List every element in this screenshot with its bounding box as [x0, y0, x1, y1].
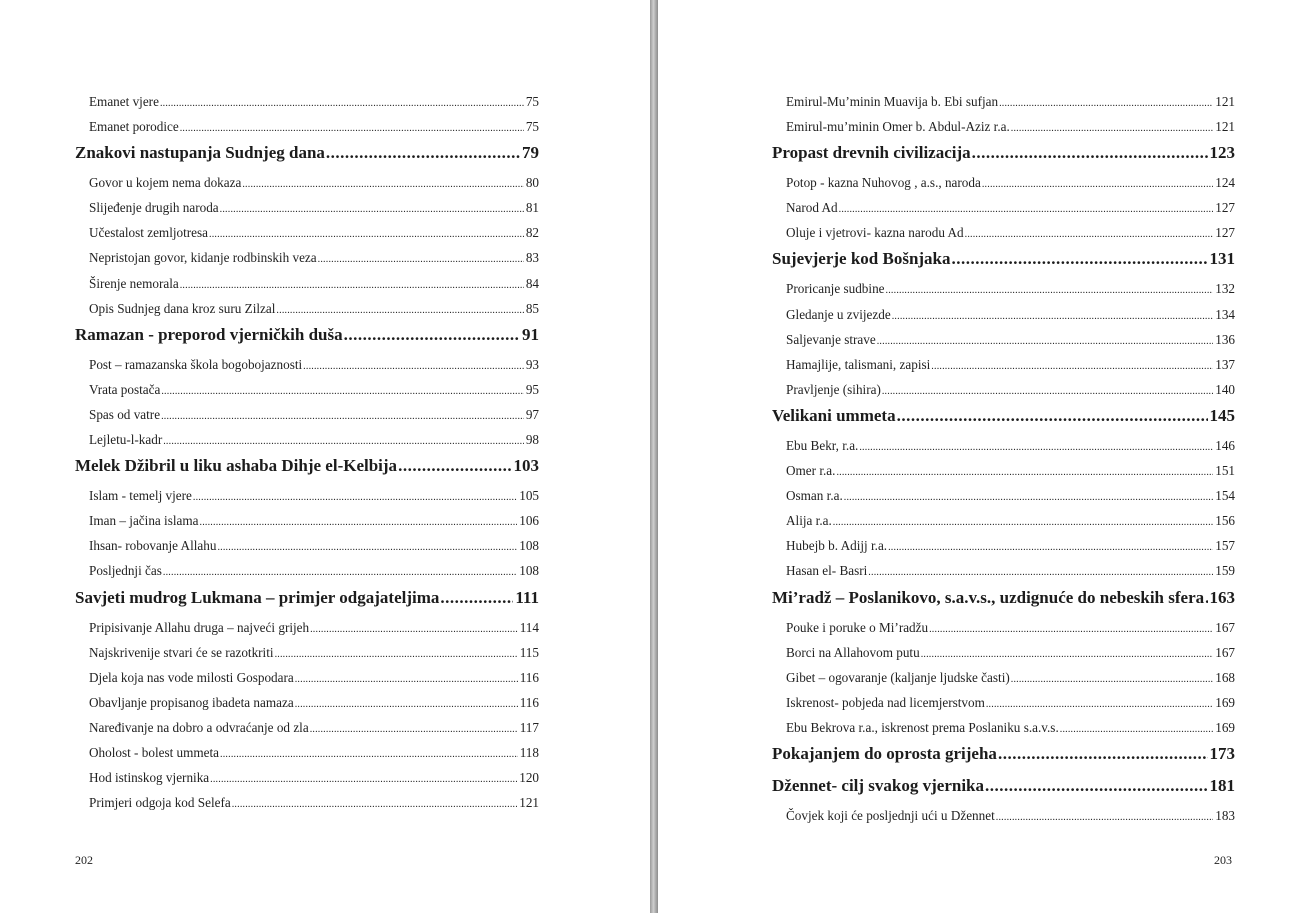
table-of-contents-left [75, 89, 539, 815]
toc-entry-title: Ihsan- robovanje Allahu [89, 538, 217, 554]
toc-entry-title: Širenje nemorala [89, 275, 179, 291]
dot-leader [295, 692, 518, 715]
dot-leader [160, 91, 524, 114]
toc-entry-title: Hubejb b. Adijj r.a. [786, 538, 888, 554]
dot-leader [326, 139, 520, 166]
toc-section-entry [75, 296, 539, 321]
toc-section-entry [772, 508, 1235, 533]
dot-leader [210, 767, 517, 790]
toc-section-entry [772, 715, 1235, 740]
toc-entry-title: Lejletu-l-kadr [89, 432, 163, 448]
dot-leader [163, 560, 517, 583]
toc-entry-title: Osman r.a. [786, 488, 843, 504]
toc-entry-page-number: 123 [1209, 143, 1235, 163]
toc-section-entry [75, 690, 539, 715]
toc-entry-title: Potop - kazna Nuhovog , a.s., naroda [786, 175, 981, 191]
toc-entry-page-number: 167 [1215, 619, 1235, 635]
toc-entry-title: Ebu Bekrova r.a., iskrenost prema Poslaniku s.a.v.s. [786, 719, 1059, 735]
dot-leader [892, 304, 1214, 327]
toc-entry-title: Gibet – ogovaranje (kaljanje ljudske časti) [786, 669, 1010, 685]
dot-leader [868, 560, 1213, 583]
toc-entry-title: Iskrenost- pobjeda nad licemjerstvom [786, 694, 985, 710]
toc-entry-page-number: 134 [1215, 306, 1235, 322]
dot-leader [965, 222, 1214, 245]
toc-entry-title: Pokajanjem do oprosta grijeha [772, 743, 997, 763]
page-number-left: 202 [75, 853, 93, 867]
toc-section-entry [772, 220, 1235, 245]
toc-entry-title: Sujevjerje kod Bošnjaka [772, 249, 951, 269]
toc-section-entry [75, 195, 539, 220]
dot-leader [1011, 667, 1213, 690]
toc-entry-title: Omer r.a. [786, 463, 836, 479]
toc-section-entry [772, 615, 1235, 640]
toc-entry-title: Emanet vjere [89, 94, 159, 109]
toc-chapter-entry [75, 139, 539, 170]
toc-entry-page-number: 136 [1215, 331, 1235, 347]
toc-entry-page-number: 137 [1215, 356, 1235, 372]
toc-entry-page-number: 98 [525, 432, 539, 448]
toc-entry-title: Obavljanje propisanog ibadeta namaza [89, 694, 294, 710]
toc-entry-page-number: 93 [525, 356, 539, 372]
toc-entry-page-number: 159 [1215, 563, 1235, 579]
dot-leader [882, 379, 1213, 402]
toc-entry-page-number: 83 [525, 250, 539, 266]
dot-leader [929, 617, 1213, 640]
toc-entry-page-number: 79 [522, 143, 539, 163]
toc-entry-page-number: 91 [522, 324, 539, 344]
toc-entry-page-number: 105 [519, 488, 539, 504]
toc-entry-title: Iman – jačina islama [89, 513, 199, 529]
toc-entry-page-number: 111 [515, 587, 539, 607]
toc-entry-page-number: 121 [1215, 119, 1235, 135]
toc-chapter-entry [75, 584, 539, 615]
toc-section-entry [75, 740, 539, 765]
dot-leader [310, 617, 518, 640]
dot-leader [972, 139, 1208, 166]
toc-entry-page-number: 121 [519, 795, 539, 811]
toc-entry-page-number: 106 [519, 513, 539, 529]
toc-entry-page-number: 75 [525, 119, 539, 135]
toc-entry-title: Naređivanje na dobro a odvraćanje od zla [89, 719, 309, 735]
dot-leader [877, 329, 1214, 352]
dot-leader [163, 429, 524, 452]
toc-section-entry [75, 765, 539, 790]
dot-leader [232, 792, 517, 815]
table-of-contents-right [772, 89, 1235, 828]
toc-entry-page-number: 81 [525, 200, 539, 216]
toc-entry-page-number: 95 [525, 381, 539, 397]
dot-leader [836, 460, 1213, 483]
toc-entry-title: Gledanje u zvijezde [786, 306, 891, 322]
toc-entry-title: Narod Ad [786, 200, 838, 216]
dot-leader [844, 485, 1213, 508]
toc-entry-title: Djela koja nas vode milosti Gospodara [89, 669, 294, 685]
toc-entry-page-number: 157 [1215, 538, 1235, 554]
toc-entry-page-number: 146 [1215, 437, 1235, 453]
toc-entry-title: Propast drevnih civilizacija [772, 143, 971, 163]
toc-entry-title: Emanet porodice [89, 119, 179, 135]
toc-section-entry [75, 352, 539, 377]
toc-entry-page-number: 169 [1215, 719, 1235, 735]
toc-entry-title: Čovjek koji će posljednji ući u Džennet [786, 807, 995, 823]
dot-leader [398, 452, 511, 479]
toc-section-entry [75, 615, 539, 640]
toc-section-entry [75, 508, 539, 533]
toc-section-entry [75, 402, 539, 427]
dot-leader [986, 692, 1213, 715]
toc-entry-title: Ebu Bekr, r.a. [786, 437, 859, 453]
toc-entry-page-number: 118 [519, 744, 539, 760]
toc-section-entry [75, 89, 539, 114]
toc-section-entry [75, 220, 539, 245]
toc-entry-title: Oluje i vjetrovi- kazna narodu Ad [786, 225, 964, 241]
dot-leader [161, 379, 523, 402]
toc-entry-page-number: 120 [519, 770, 539, 786]
toc-entry-page-number: 145 [1209, 405, 1235, 425]
toc-section-entry [772, 195, 1235, 220]
toc-section-entry [772, 458, 1235, 483]
toc-entry-title: Mi’radž – Poslanikovo, s.a.v.s., uzdignuće do nebeskih sfera [772, 587, 1205, 607]
toc-entry-title: Hamajlije, talismani, zapisi [786, 356, 931, 372]
toc-chapter-entry [772, 772, 1235, 803]
toc-section-entry [75, 533, 539, 558]
dot-leader [897, 402, 1208, 429]
toc-section-entry [75, 665, 539, 690]
toc-entry-page-number: 84 [525, 275, 539, 291]
toc-entry-page-number: 124 [1215, 175, 1235, 191]
dot-leader [985, 772, 1207, 799]
toc-entry-title: Saljevanje strave [786, 331, 876, 347]
toc-entry-title: Učestalost zemljotresa [89, 225, 209, 241]
dot-leader [1205, 584, 1207, 611]
right-page [658, 0, 1310, 913]
toc-entry-title: Znakovi nastupanja Sudnjeg dana [75, 143, 325, 163]
toc-entry-page-number: 151 [1215, 463, 1235, 479]
toc-entry-page-number: 121 [1215, 94, 1235, 109]
toc-section-entry [75, 640, 539, 665]
toc-entry-page-number: 154 [1215, 488, 1235, 504]
toc-entry-title: Savjeti mudrog Lukmana – primjer odgajateljima [75, 587, 440, 607]
dot-leader [276, 298, 523, 321]
book-gutter [650, 0, 658, 913]
dot-leader [344, 321, 520, 348]
toc-section-entry [772, 558, 1235, 583]
toc-entry-page-number: 156 [1215, 513, 1235, 529]
toc-entry-page-number: 80 [525, 175, 539, 191]
toc-section-entry [772, 665, 1235, 690]
dot-leader [833, 510, 1213, 533]
toc-section-entry [75, 114, 539, 139]
toc-entry-page-number: 85 [525, 300, 539, 316]
toc-section-entry [75, 715, 539, 740]
toc-section-entry [772, 302, 1235, 327]
toc-entry-title: Ramazan - preporod vjerničkih duša [75, 324, 343, 344]
toc-entry-title: Pravljenje (sihira) [786, 381, 881, 397]
toc-entry-page-number: 75 [525, 94, 539, 109]
toc-entry-title: Opis Sudnjeg dana kroz suru Zilzal [89, 300, 276, 316]
dot-leader [1060, 717, 1213, 740]
toc-entry-title: Hod istinskog vjernika [89, 770, 210, 786]
toc-entry-title: Najskrivenije stvari će se razotkriti [89, 644, 274, 660]
dot-leader [180, 273, 524, 296]
toc-entry-title: Islam - temelj vjere [89, 488, 192, 504]
toc-entry-page-number: 181 [1209, 775, 1235, 795]
left-page [0, 0, 650, 913]
toc-entry-page-number: 127 [1215, 225, 1235, 241]
dot-leader [1011, 116, 1213, 139]
toc-entry-title: Post – ramazanska škola bogobojaznosti [89, 356, 303, 372]
dot-leader [180, 116, 524, 139]
toc-chapter-entry [772, 584, 1235, 615]
toc-section-entry [75, 245, 539, 270]
toc-entry-page-number: 97 [525, 406, 539, 422]
dot-leader [200, 510, 518, 533]
toc-entry-page-number: 173 [1209, 743, 1235, 763]
toc-section-entry [772, 327, 1235, 352]
toc-entry-title: Emirul-mu’minin Omer b. Abdul-Aziz r.a. [786, 119, 1010, 135]
toc-entry-title: Primjeri odgoja kod Selefa [89, 795, 231, 811]
toc-entry-page-number: 169 [1215, 694, 1235, 710]
toc-section-entry [772, 170, 1235, 195]
toc-entry-page-number: 168 [1215, 669, 1235, 685]
toc-entry-page-number: 163 [1209, 587, 1235, 607]
dot-leader [998, 740, 1208, 767]
dot-leader [303, 354, 524, 377]
toc-section-entry [75, 790, 539, 815]
toc-chapter-entry [772, 139, 1235, 170]
toc-entry-title: Džennet- cilj svakog vjernika [772, 775, 985, 795]
toc-section-entry [772, 433, 1235, 458]
toc-entry-page-number: 117 [519, 719, 539, 735]
toc-section-entry [75, 271, 539, 296]
toc-section-entry [772, 352, 1235, 377]
toc-entry-title: Pouke i poruke o Mi’radžu [786, 619, 929, 635]
dot-leader [220, 742, 518, 765]
toc-entry-page-number: 140 [1215, 381, 1235, 397]
toc-section-entry [75, 170, 539, 195]
toc-entry-title: Melek Džibril u liku ashaba Dihje el-Kelbija [75, 456, 398, 476]
toc-chapter-entry [772, 245, 1235, 276]
dot-leader [220, 197, 524, 220]
toc-chapter-entry [75, 452, 539, 483]
dot-leader [242, 172, 523, 195]
toc-chapter-entry [75, 321, 539, 352]
toc-entry-page-number: 183 [1215, 807, 1235, 823]
toc-section-entry [772, 533, 1235, 558]
dot-leader [982, 172, 1213, 195]
toc-entry-title: Posljednji čas [89, 563, 162, 579]
toc-entry-title: Govor u kojem nema dokaza [89, 175, 242, 191]
toc-entry-page-number: 116 [519, 694, 539, 710]
dot-leader [952, 245, 1208, 272]
dot-leader [161, 404, 524, 427]
toc-section-entry [772, 640, 1235, 665]
toc-section-entry [75, 558, 539, 583]
toc-entry-page-number: 114 [519, 619, 539, 635]
toc-section-entry [75, 377, 539, 402]
toc-entry-title: Hasan el- Basri [786, 563, 868, 579]
toc-entry-title: Borci na Allahovom putu [786, 644, 920, 660]
toc-entry-page-number: 108 [519, 538, 539, 554]
toc-section-entry [772, 89, 1235, 114]
toc-section-entry [772, 377, 1235, 402]
toc-entry-page-number: 127 [1215, 200, 1235, 216]
dot-leader [996, 805, 1213, 828]
dot-leader [999, 91, 1213, 114]
toc-entry-page-number: 103 [513, 456, 539, 476]
toc-section-entry [772, 483, 1235, 508]
toc-entry-title: Pripisivanje Allahu druga – najveći grijeh [89, 619, 310, 635]
dot-leader [440, 584, 513, 611]
toc-chapter-entry [772, 402, 1235, 433]
toc-entry-page-number: 131 [1209, 249, 1235, 269]
dot-leader [310, 717, 518, 740]
toc-entry-page-number: 82 [525, 225, 539, 241]
toc-section-entry [772, 690, 1235, 715]
toc-chapter-entry [772, 740, 1235, 772]
dot-leader [209, 222, 524, 245]
toc-entry-page-number: 167 [1215, 644, 1235, 660]
dot-leader [275, 642, 518, 665]
toc-entry-title: Velikani ummeta [772, 405, 896, 425]
dot-leader [888, 535, 1213, 558]
toc-section-entry [75, 483, 539, 508]
toc-entry-page-number: 115 [519, 644, 539, 660]
dot-leader [931, 354, 1213, 377]
toc-entry-title: Spas od vatre [89, 406, 161, 422]
toc-entry-page-number: 116 [519, 669, 539, 685]
toc-entry-title: Emirul-Mu’minin Muavija b. Ebi sufjan [786, 94, 999, 109]
toc-entry-title: Vrata postača [89, 381, 161, 397]
toc-section-entry [772, 803, 1235, 828]
dot-leader [886, 278, 1214, 301]
dot-leader [921, 642, 1214, 665]
toc-entry-title: Nepristojan govor, kidanje rodbinskih veza [89, 250, 317, 266]
dot-leader [193, 485, 517, 508]
toc-entry-title: Slijeđenje drugih naroda [89, 200, 219, 216]
toc-entry-title: Oholost - bolest ummeta [89, 744, 220, 760]
toc-section-entry [772, 114, 1235, 139]
toc-section-entry [772, 276, 1235, 301]
toc-entry-title: Alija r.a. [786, 513, 832, 529]
toc-entry-title: Proricanje sudbine [786, 281, 885, 297]
dot-leader [859, 435, 1213, 458]
dot-leader [217, 535, 517, 558]
dot-leader [839, 197, 1214, 220]
toc-entry-page-number: 108 [519, 563, 539, 579]
dot-leader [295, 667, 518, 690]
toc-section-entry [75, 427, 539, 452]
page-number-right: 203 [1214, 853, 1232, 867]
dot-leader [318, 247, 524, 270]
toc-entry-page-number: 132 [1215, 281, 1235, 297]
